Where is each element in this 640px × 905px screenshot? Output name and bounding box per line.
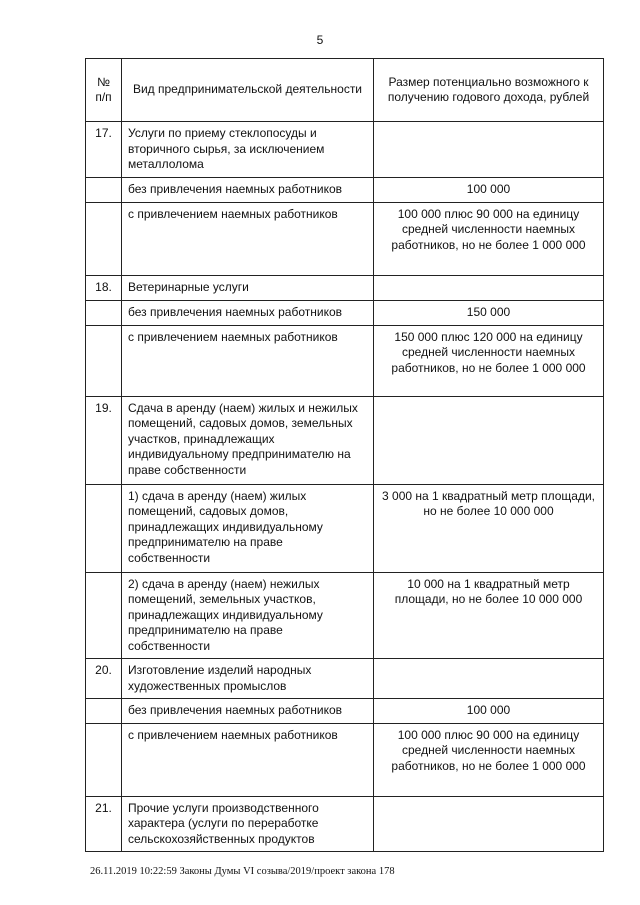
amount-cell [374, 796, 604, 852]
table-row [86, 396, 604, 484]
amount-cell: 100 000 плюс 90 000 на единицу средней численности наемных работников, но не более 1 000 000 [374, 202, 604, 275]
header-activity: Вид предпринимательской деятельности [122, 59, 374, 122]
activity-subtype: 2) сдача в аренду (наем) нежилых помещений, земельных участков, принадлежащих индивидуальному предпринимателю на праве собственности [122, 572, 374, 659]
activity-subtype: без привлечения наемных работников [122, 300, 374, 325]
table-row [86, 178, 604, 203]
amount-cell [374, 396, 604, 484]
activity-title: Сдача в аренду (наем) жилых и нежилых помещений, садовых домов, земельных участков, принадлежащих индивидуальному предпринимателю на праве собственности [122, 396, 374, 484]
activity-subtype: 1) сдача в аренду (наем) жилых помещений, садовых домов, принадлежащих индивидуальному предпринимателю на праве собственности [122, 484, 374, 572]
activity-subtype: без привлечения наемных работников [122, 699, 374, 724]
table-row [86, 202, 604, 275]
amount-cell: 100 000 [374, 699, 604, 724]
activity-title: Ветеринарные услуги [122, 275, 374, 300]
activity-income-table [85, 58, 604, 852]
row-number: 18. [86, 275, 122, 300]
amount-cell [374, 659, 604, 699]
table-row [86, 699, 604, 724]
table-row [86, 325, 604, 396]
table-row [86, 484, 604, 572]
amount-cell [374, 122, 604, 178]
page-number: 5 [316, 33, 324, 47]
activity-subtype: с привлечением наемных работников [122, 202, 374, 275]
row-number: 21. [86, 796, 122, 852]
row-number: 20. [86, 659, 122, 699]
header-amount: Размер потенциально возможного к получению годового дохода, рублей [374, 59, 604, 122]
amount-cell: 150 000 [374, 300, 604, 325]
table-row [86, 796, 604, 852]
amount-cell: 3 000 на 1 квадратный метр площади, но не более 10 000 000 [374, 484, 604, 572]
document-footer: 26.11.2019 10:22:59 Законы Думы VI созыва/2019/проект закона 178 [90, 866, 395, 877]
table-row [86, 659, 604, 699]
activity-title: Услуги по приему стеклопосуды и вторичного сырья, за исключением металлолома [122, 122, 374, 178]
table-row [86, 300, 604, 325]
activity-title: Изготовление изделий народных художественных промыслов [122, 659, 374, 699]
row-number: 19. [86, 396, 122, 484]
amount-cell: 100 000 плюс 90 000 на единицу средней численности наемных работников, но не более 1 000 000 [374, 723, 604, 796]
row-number: 17. [86, 122, 122, 178]
amount-cell: 10 000 на 1 квадратный метр площади, но не более 10 000 000 [374, 572, 604, 659]
activity-subtype: без привлечения наемных работников [122, 178, 374, 203]
table-row [86, 122, 604, 178]
activity-title: Прочие услуги производственного характера (услуги по переработке сельскохозяйственных продуктов [122, 796, 374, 852]
amount-cell: 100 000 [374, 178, 604, 203]
header-number: № п/п [86, 59, 122, 122]
activity-subtype: с привлечением наемных работников [122, 325, 374, 396]
activity-subtype: с привлечением наемных работников [122, 723, 374, 796]
amount-cell: 150 000 плюс 120 000 на единицу средней численности наемных работников, но не более 1 000 000 [374, 325, 604, 396]
amount-cell [374, 275, 604, 300]
table-row [86, 723, 604, 796]
table-row [86, 572, 604, 659]
table-header-row [86, 59, 604, 122]
table-row [86, 275, 604, 300]
